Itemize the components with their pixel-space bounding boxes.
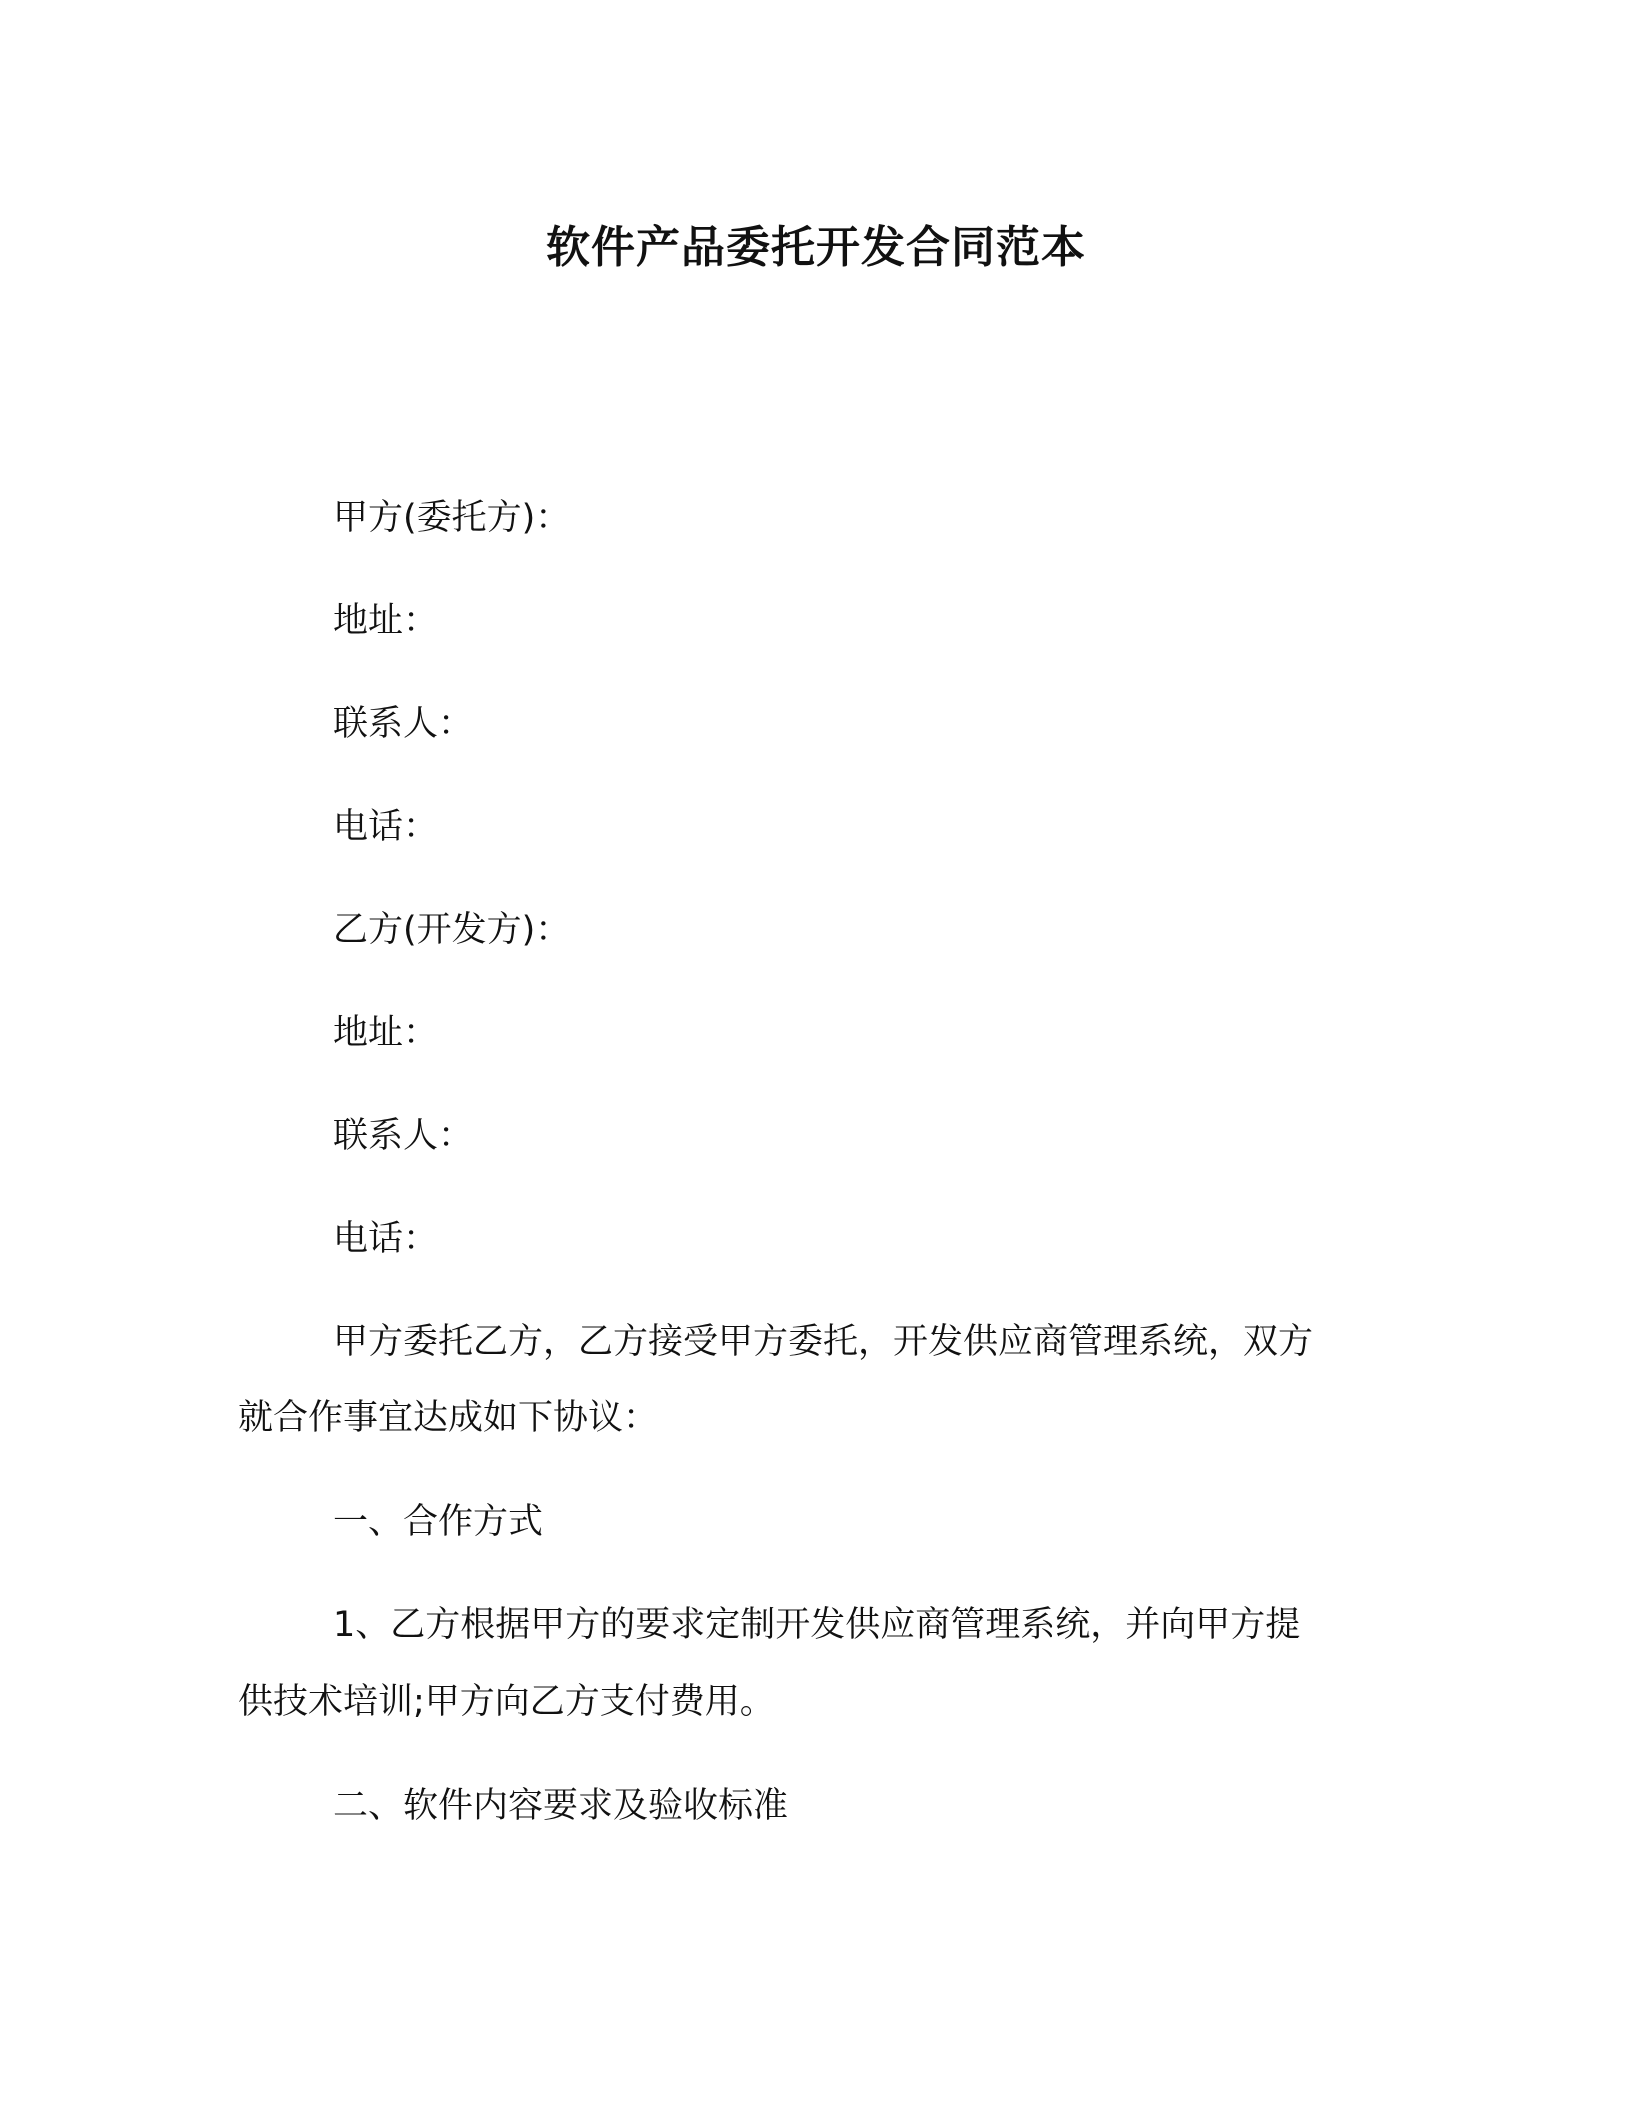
- intro-paragraph-line-1: 甲方委托乙方，乙方接受甲方委托，开发供应商管理系统，双方: [333, 1322, 1314, 1362]
- section-1-item-1-line-2: 供技术培训;甲方向乙方支付费用。: [238, 1682, 775, 1722]
- intro-paragraph-line-2: 就合作事宜达成如下协议：: [238, 1398, 659, 1438]
- party-a-contact: 联系人：: [333, 704, 474, 744]
- party-a-phone: 电话：: [333, 807, 439, 847]
- section-1-heading: 一、合作方式: [333, 1502, 544, 1542]
- party-b-address: 地址：: [333, 1013, 439, 1053]
- party-a-address: 地址：: [333, 601, 439, 641]
- section-2-heading: 二、软件内容要求及验收标准: [333, 1786, 789, 1826]
- party-a-label: 甲方(委托方)：: [333, 498, 571, 538]
- party-b-label: 乙方(开发方)：: [333, 910, 571, 950]
- section-1-item-1-line-1: 1、乙方根据甲方的要求定制开发供应商管理系统，并向甲方提: [333, 1605, 1301, 1645]
- party-b-phone: 电话：: [333, 1219, 439, 1259]
- document-title: 软件产品委托开发合同范本: [546, 222, 1086, 273]
- party-b-contact: 联系人：: [333, 1116, 474, 1156]
